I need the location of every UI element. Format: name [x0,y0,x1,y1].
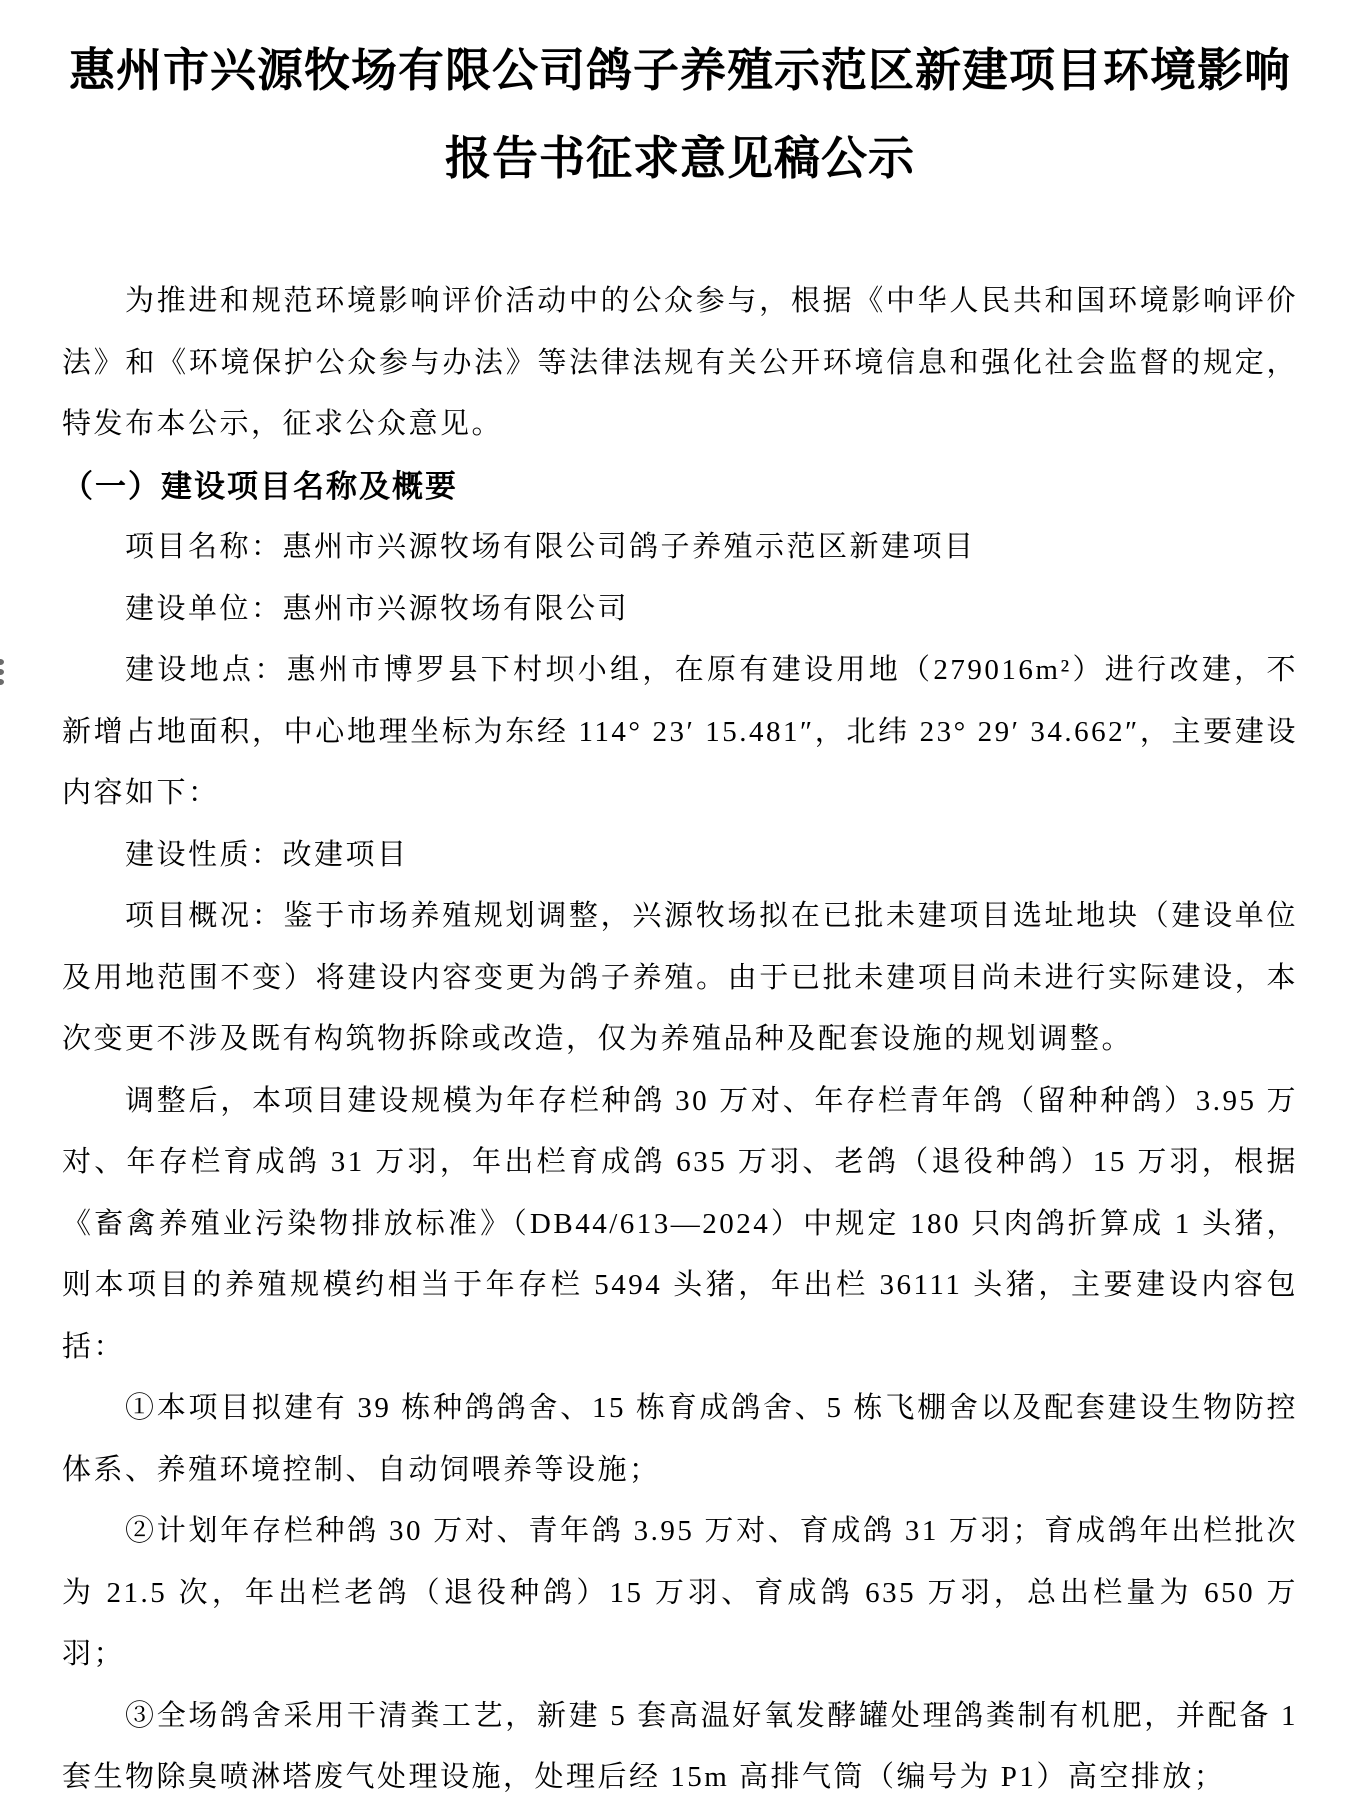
paragraph-item-2: ②计划年存栏种鸽 30 万对、青年鸽 3.95 万对、育成鸽 31 万羽；育成鸽年出栏批次为 21.5 次，年出栏老鸽（退役种鸽）15 万羽、育成鸽 635 万羽，总出栏量为 650 万羽； [62,1515,1298,1670]
intro-paragraph: 为推进和规范环境影响评价活动中的公众参与，根据《中华人民共和国环境影响评价法》和《环境保护公众参与办法》等法律法规有关公开环境信息和强化社会监督的规定，特发布本公示，征求公众意见。 [62,285,1298,440]
document-title [62,26,1298,202]
paragraph-project-name: 项目名称：惠州市兴源牧场有限公司鸽子养殖示范区新建项目 [125,531,976,563]
paragraph-construction-location: 建设地点：惠州市博罗县下村坝小组，在原有建设用地（279016m²）进行改建，不新增占地面积，中心地理坐标为东经 114° 23′ 15.481″，北纬 23° 29′ 34.662″，主要建设内容如下： [62,654,1298,809]
paragraph-project-overview: 项目概况：鉴于市场养殖规划调整，兴源牧场拟在已批未建项目选址地块（建设单位及用地范围不变）将建设内容变更为鸽子养殖。由于已批未建项目尚未进行实际建设，本次变更不涉及既有构筑物拆除或改造，仅为养殖品种及配套设施的规划调整。 [62,900,1298,1055]
paragraph-item-3: ③全场鸽舍采用干清粪工艺，新建 5 套高温好氧发酵罐处理鸽粪制有机肥，并配备 1 套生物除臭喷淋塔废气处理设施，处理后经 15m 高排气筒（编号为 P1）高空排放； [62,1699,1298,1793]
section-1-heading: （一）建设项目名称及概要 [62,468,458,504]
margin-drag-handle-dots[interactable] [0,659,4,685]
document-title-line-2: 报告书征求意见稿公示 [445,132,915,184]
paragraph-item-1: ①本项目拟建有 39 栋种鸽鸽舍、15 栋育成鸽舍、5 栋飞棚舍以及配套建设生物防控体系、养殖环境控制、自动饲喂养等设施； [62,1392,1298,1486]
dot-icon [0,659,4,665]
paragraph-adjusted-scale: 调整后，本项目建设规模为年存栏种鸽 30 万对、年存栏青年鸽（留种种鸽）3.95 万对、年存栏育成鸽 31 万羽，年出栏育成鸽 635 万羽、老鸽（退役种鸽）15 万羽，根据《畜禽养殖业污染物排放标准》（DB44/613—2024）中规定 180 只肉鸽折算成 1 头猪，则本项目的养殖规模约相当于年存栏 5494 头猪，年出栏 36111 头猪，主要建设内容包括： [62,1084,1298,1363]
dot-icon [0,669,4,675]
paragraph-construction-unit: 建设单位：惠州市兴源牧场有限公司 [125,592,630,625]
dot-icon [0,679,4,685]
paragraph-construction-nature: 建设性质：改建项目 [125,838,409,871]
document-title-line-1: 惠州市兴源牧场有限公司鸽子养殖示范区新建项目环境影响 [69,44,1291,96]
